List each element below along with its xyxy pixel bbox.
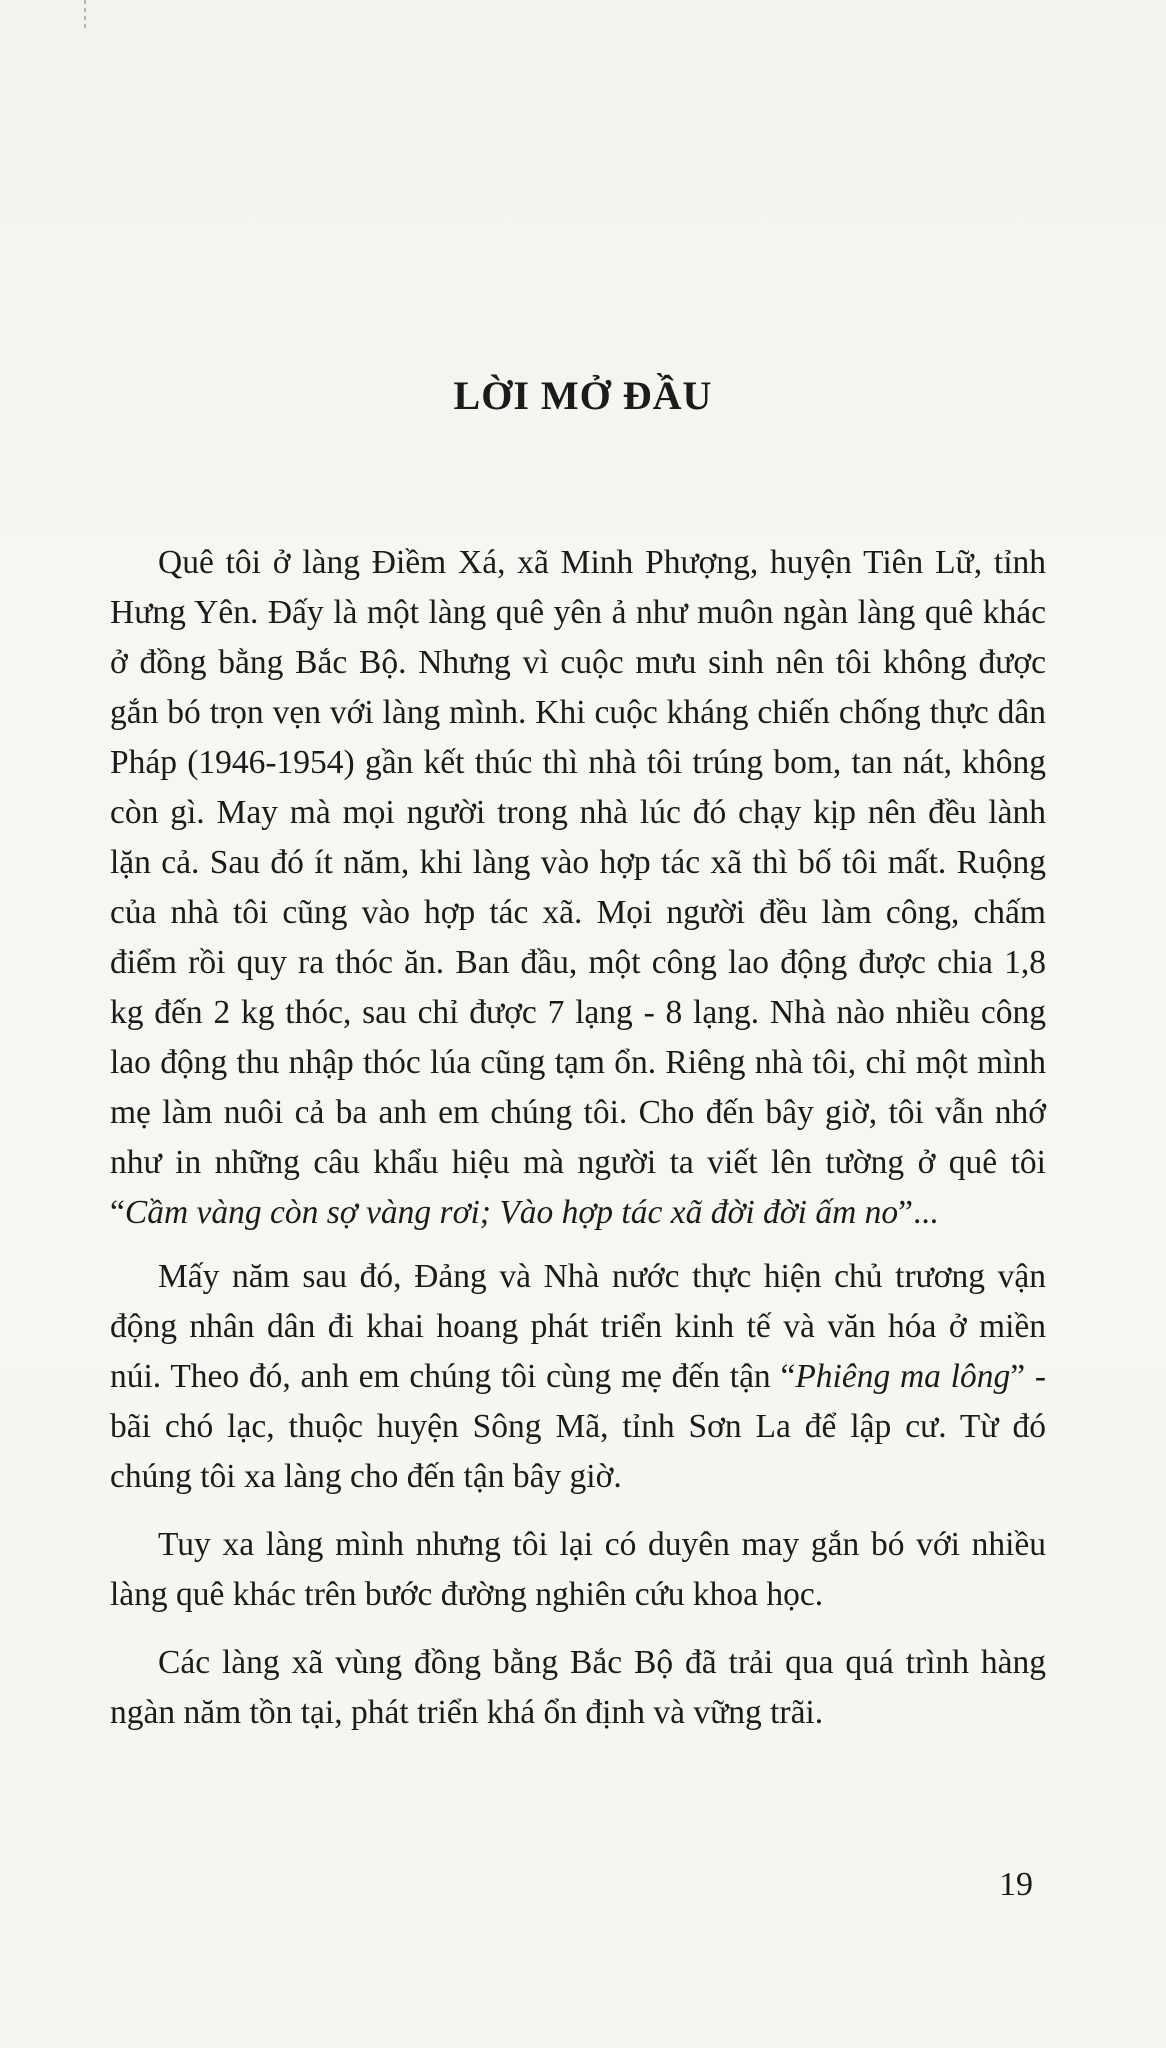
paragraph-4 — [110, 1638, 1046, 1738]
chapter-title: LỜI MỞ ĐẦU — [453, 373, 713, 418]
paragraph-1-quote: Cầm vàng còn sợ vàng rơi; Vào hợp tác xã đời đời ấm no — [124, 1194, 899, 1231]
paragraph-2-text: Mấy năm sau đó, Đảng và Nhà nước thực hiện chủ trương vận động nhân dân đi khai hoang phát triển kinh tế và văn hóa ở miền núi. Theo đó, anh em chúng tôi cùng mẹ đến tận “ — [110, 1258, 1046, 1395]
paragraph-2-ending: ” - bãi chó lạc, thuộc huyện Sông Mã, tỉnh Sơn La để lập cư. Từ đó chúng tôi xa làng cho đến tận bây giờ. — [110, 1358, 1046, 1495]
paragraph-3-text: Tuy xa làng mình nhưng tôi lại có duyên may gắn bó với nhiều làng quê khác trên bước đường nghiên cứu khoa học. — [110, 1526, 1046, 1613]
paragraph-1 — [110, 538, 1046, 1238]
paragraph-2 — [110, 1252, 1046, 1502]
page-number: 19 — [999, 1866, 1033, 1903]
paragraph-3 — [110, 1520, 1046, 1620]
paragraph-1-text: Quê tôi ở làng Điềm Xá, xã Minh Phượng, huyện Tiên Lữ, tỉnh Hưng Yên. Đấy là một làng quê yên ả như muôn ngàn làng quê khác ở đồng bằng Bắc Bộ. Nhưng vì cuộc mưu sinh nên tôi không được gắn bó trọn vẹn với làng mình. Khi cuộc kháng chiến chống thực dân Pháp (1946-1954) gần kết thúc thì nhà tôi trúng bom, tan nát, không còn gì. May mà mọi người trong nhà lúc đó chạy kịp nên đều lành lặn cả. Sau đó ít năm, khi làng vào hợp tác xã thì bố tôi mất. Ruộng của nhà tôi cũng vào hợp tác xã. Mọi người đều làm công, chấm điểm rồi quy ra thóc ăn. Ban đầu, một công lao động được chia 1,8 kg đến 2 kg thóc, sau chỉ được 7 lạng - 8 lạng. Nhà nào nhiều công lao động thu nhập thóc lúa cũng tạm ổn. Riêng nhà tôi, chỉ một mình mẹ làm nuôi cả ba anh em chúng tôi. Cho đến bây giờ, tôi vẫn nhớ như in những câu khẩu hiệu mà người ta viết lên tường ở quê tôi “ — [110, 544, 1046, 1231]
scan-edge-mark — [84, 0, 86, 30]
body-text — [110, 538, 1046, 1762]
paragraph-2-place-name: Phiêng ma lông — [795, 1358, 1011, 1395]
paragraph-1-ending: ”... — [898, 1194, 939, 1231]
paragraph-4-text: Các làng xã vùng đồng bằng Bắc Bộ đã trải qua quá trình hàng ngàn năm tồn tại, phát triển khá ổn định và vững trãi. — [110, 1644, 1046, 1731]
